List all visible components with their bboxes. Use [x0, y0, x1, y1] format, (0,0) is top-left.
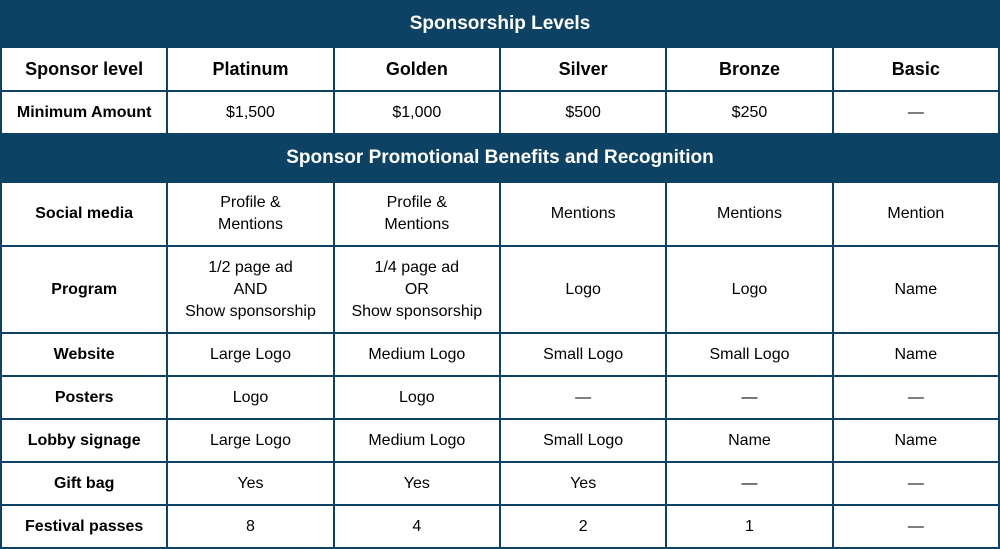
cell-line: Large Logo: [210, 345, 291, 363]
lobby-signage-bronze: [666, 419, 832, 462]
social-media-golden: [334, 182, 500, 246]
social-media-row: [1, 182, 999, 246]
program-row: [1, 246, 999, 333]
lobby-signage-label: Lobby signage: [1, 419, 167, 462]
cell-line: 4: [412, 517, 422, 535]
cell-line: 8: [246, 517, 255, 535]
gift-bag-row: [1, 462, 999, 505]
lobby-signage-silver: [500, 419, 666, 462]
cell-line: 1/2 page ad: [208, 258, 293, 276]
cell-line: Mentions: [218, 216, 283, 233]
gift-bag-silver: [500, 462, 666, 505]
posters-platinum: [167, 376, 333, 419]
website-platinum: [167, 333, 333, 376]
social-media-silver: [500, 182, 666, 246]
cell-line: Name: [728, 431, 771, 449]
festival-passes-row: [1, 505, 999, 548]
cell-line: Profile &: [386, 194, 448, 211]
title-row: [1, 1, 999, 47]
website-basic: [833, 333, 999, 376]
cell-line: —: [907, 474, 924, 492]
cell-line: Name: [894, 345, 938, 363]
cell-line: Large Logo: [210, 431, 291, 449]
cell-line: —: [741, 388, 758, 406]
cell-line: 1/4 page ad: [374, 258, 460, 276]
minimum-platinum: $1,500: [167, 91, 333, 134]
cell-line: Yes: [237, 474, 264, 492]
cell-line: —: [575, 388, 592, 406]
program-silver: [500, 246, 666, 333]
social-media-bronze: [666, 182, 832, 246]
cell-line: OR: [404, 280, 429, 298]
benefits-title: Sponsor Promotional Benefits and Recognition: [1, 134, 999, 182]
posters-silver: [500, 376, 666, 419]
festival-passes-bronze: [666, 505, 832, 548]
lobby-signage-basic: [833, 419, 999, 462]
cell-line: AND: [233, 280, 268, 298]
header-silver: Silver: [500, 47, 666, 91]
header-row: [1, 47, 999, 91]
gift-bag-golden: [334, 462, 500, 505]
posters-bronze: [666, 376, 832, 419]
header-label: Sponsor level: [1, 47, 167, 91]
cell-line: —: [741, 474, 758, 492]
cell-line: 1: [745, 517, 754, 535]
cell-line: Medium Logo: [368, 345, 466, 363]
cell-line: Profile &: [220, 194, 281, 211]
cell-line: Yes: [570, 474, 597, 492]
cell-line: Medium Logo: [368, 431, 466, 449]
program-platinum: [167, 246, 333, 333]
cell-line: Small Logo: [709, 345, 790, 363]
festival-passes-golden: [334, 505, 500, 548]
benefit-rows: [1, 182, 999, 548]
cell-line: Small Logo: [543, 431, 624, 449]
cell-line: —: [907, 388, 924, 406]
minimum-golden: $1,000: [334, 91, 500, 134]
festival-passes-basic: [833, 505, 999, 548]
program-label: Program: [1, 246, 167, 333]
cell-line: Yes: [403, 474, 430, 492]
header-golden: Golden: [334, 47, 500, 91]
posters-golden: [334, 376, 500, 419]
cell-line: Mentions: [550, 205, 616, 222]
cell-line: Mention: [887, 205, 945, 222]
gift-bag-platinum: [167, 462, 333, 505]
cell-line: Small Logo: [543, 345, 624, 363]
program-bronze: [666, 246, 832, 333]
website-label: Website: [1, 333, 167, 376]
program-golden: [334, 246, 500, 333]
cell-line: Logo: [232, 388, 269, 406]
benefits-title-row: [1, 134, 999, 182]
minimum-bronze: $250: [666, 91, 832, 134]
website-golden: [334, 333, 500, 376]
minimum-basic: —: [833, 91, 999, 134]
minimum-silver: $500: [500, 91, 666, 134]
cell-line: Mentions: [717, 205, 782, 222]
cell-line: Logo: [731, 280, 768, 298]
posters-basic: [833, 376, 999, 419]
lobby-signage-platinum: [167, 419, 333, 462]
header-bronze: Bronze: [666, 47, 832, 91]
cell-line: —: [907, 517, 924, 535]
website-bronze: [666, 333, 832, 376]
lobby-signage-golden: [334, 419, 500, 462]
header-platinum: Platinum: [167, 47, 333, 91]
lobby-signage-row: [1, 419, 999, 462]
minimum-amount-label: Minimum Amount: [1, 91, 167, 134]
cell-line: 2: [578, 517, 588, 535]
social-media-label: Social media: [1, 182, 167, 246]
website-silver: [500, 333, 666, 376]
festival-passes-platinum: [167, 505, 333, 548]
festival-passes-label: Festival passes: [1, 505, 167, 548]
gift-bag-bronze: [666, 462, 832, 505]
posters-label: Posters: [1, 376, 167, 419]
social-media-basic: [833, 182, 999, 246]
header-basic: Basic: [833, 47, 999, 91]
gift-bag-basic: [833, 462, 999, 505]
website-row: [1, 333, 999, 376]
festival-passes-silver: [500, 505, 666, 548]
cell-line: Name: [894, 431, 938, 449]
gift-bag-label: Gift bag: [1, 462, 167, 505]
minimum-amount-row: [1, 91, 999, 134]
cell-line: Logo: [399, 388, 435, 406]
posters-row: [1, 376, 999, 419]
cell-line: Logo: [565, 280, 601, 298]
cell-line: Name: [894, 280, 938, 298]
cell-line: Mentions: [384, 216, 450, 233]
table-title: Sponsorship Levels: [1, 1, 999, 47]
cell-line: Show sponsorship: [185, 302, 316, 320]
social-media-platinum: [167, 182, 333, 246]
program-basic: [833, 246, 999, 333]
cell-line: Show sponsorship: [351, 302, 483, 320]
